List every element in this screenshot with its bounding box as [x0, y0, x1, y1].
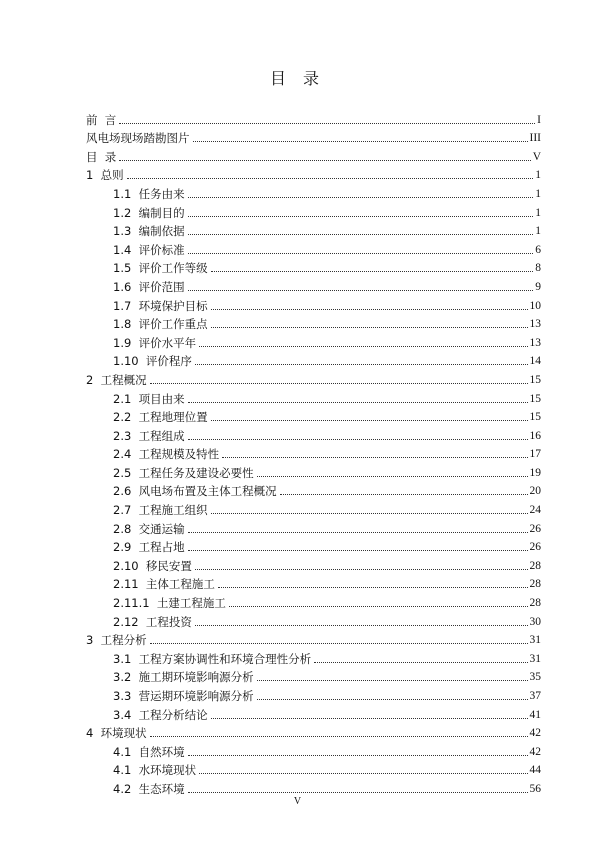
toc-entry[interactable]	[86, 647, 541, 666]
toc-entry-label: 2.10 移民安置	[113, 558, 192, 573]
toc-entry-label: 3.4 工程分析结论	[113, 707, 208, 722]
toc-entry[interactable]	[86, 220, 541, 239]
toc-entry-label: 2.1 项目由来	[113, 391, 185, 406]
toc-entry[interactable]	[86, 443, 541, 462]
toc-entry[interactable]	[86, 331, 541, 350]
toc-entry-page: 15	[529, 411, 541, 424]
toc-entry-page: 35	[529, 671, 541, 684]
toc-entry-label: 1.7 环境保护目标	[113, 298, 208, 313]
toc-entry[interactable]	[86, 424, 541, 443]
toc-dot-leader	[150, 642, 528, 644]
toc-dot-leader	[229, 605, 528, 607]
toc-dot-leader	[150, 382, 528, 384]
toc-entry-label: 2.3 工程组成	[113, 428, 185, 443]
toc-entry-label: 1.3 编制依据	[113, 224, 185, 239]
toc-entry[interactable]	[86, 461, 541, 480]
toc-dot-leader	[193, 140, 528, 142]
toc-entry-label: 1.6 评价范围	[113, 279, 185, 294]
toc-dot-leader	[211, 419, 528, 421]
toc-entry-label: 2.2 工程地理位置	[113, 410, 208, 425]
toc-entry[interactable]	[86, 610, 541, 629]
toc-entry[interactable]	[86, 759, 541, 778]
toc-entry-label: 1 总则	[86, 168, 124, 183]
toc-entry-page: 16	[529, 429, 541, 442]
toc-dot-leader	[211, 512, 528, 514]
toc-entry[interactable]	[86, 145, 541, 164]
toc-entry[interactable]	[86, 127, 541, 146]
toc-entry-page: 37	[529, 690, 541, 702]
toc-dot-leader	[188, 531, 528, 533]
toc-entry-page: 41	[529, 708, 541, 721]
toc-dot-leader	[188, 791, 528, 793]
toc-entry-page: 13	[529, 318, 541, 331]
toc-dot-leader	[188, 754, 528, 756]
toc-entry[interactable]	[86, 108, 541, 127]
toc-entry-page: 8	[535, 262, 541, 275]
toc-entry-page: 15	[529, 392, 541, 405]
toc-entry[interactable]	[86, 164, 541, 183]
toc-entry-label: 2.11 主体工程施工	[113, 577, 215, 592]
toc-dot-leader	[211, 717, 528, 719]
toc-entry[interactable]	[86, 722, 541, 741]
toc-entry-page: 28	[529, 597, 541, 610]
toc-entry-label: 2.4 工程规模及特性	[113, 447, 220, 462]
toc-dot-leader	[188, 215, 534, 217]
toc-entry-page: 28	[529, 559, 541, 572]
toc-entry[interactable]	[86, 201, 541, 220]
toc-entry[interactable]	[86, 703, 541, 722]
toc-dot-leader	[188, 196, 534, 198]
toc-entry-label: 2.6 风电场布置及主体工程概况	[113, 484, 277, 499]
toc-entry-label: 目 录	[86, 149, 117, 164]
toc-entry[interactable]	[86, 350, 541, 369]
toc-entry-page: 44	[529, 764, 541, 777]
toc-entry-label: 前 言	[86, 112, 117, 127]
toc-dot-leader	[222, 456, 527, 458]
toc-entry-label: 3.2 施工期环境影响源分析	[113, 670, 254, 685]
toc-entry-page: 14	[529, 355, 541, 368]
table-of-contents	[86, 108, 541, 796]
toc-entry[interactable]	[86, 573, 541, 592]
toc-entry-page: III	[529, 132, 541, 145]
toc-entry-label: 2 工程概况	[86, 372, 147, 387]
toc-dot-leader	[257, 698, 528, 700]
toc-entry-page: 42	[529, 745, 541, 758]
toc-dot-leader	[188, 233, 534, 235]
toc-entry-label: 1.10 评价程序	[113, 354, 192, 369]
toc-entry-page: 1	[535, 169, 541, 182]
toc-entry-label: 2.5 工程任务及建设必要性	[113, 465, 254, 480]
toc-entry-label: 2.12 工程投资	[113, 614, 192, 629]
toc-entry-page: 28	[529, 578, 541, 591]
toc-entry[interactable]	[86, 387, 541, 406]
toc-entry[interactable]	[86, 591, 541, 610]
toc-dot-leader	[257, 475, 528, 477]
toc-entry-page: 24	[529, 504, 541, 517]
toc-entry-label: 1.2 编制目的	[113, 205, 185, 220]
toc-entry[interactable]	[86, 406, 541, 425]
toc-entry-page: 19	[529, 466, 541, 479]
toc-entry[interactable]	[86, 684, 541, 703]
toc-entry[interactable]	[86, 777, 541, 796]
toc-entry-label: 4.2 生态环境	[113, 781, 185, 796]
toc-entry-page: V	[532, 150, 541, 163]
toc-dot-leader	[188, 438, 528, 440]
toc-dot-leader	[280, 493, 528, 495]
toc-entry[interactable]	[86, 257, 541, 276]
toc-entry-page: 13	[529, 336, 541, 349]
toc-dot-leader	[314, 661, 527, 663]
toc-entry-page: 56	[529, 782, 541, 795]
toc-entry-label: 3.3 营运期环境影响源分析	[113, 689, 254, 703]
toc-entry[interactable]	[86, 666, 541, 685]
toc-entry-page: 15	[529, 373, 541, 386]
toc-dot-leader	[150, 735, 528, 737]
toc-entry-label: 风电场现场踏勘图片	[86, 131, 190, 146]
toc-entry-page: 26	[529, 541, 541, 554]
toc-entry-label: 1.1 任务由来	[113, 186, 185, 201]
toc-entry[interactable]	[86, 536, 541, 555]
toc-dot-leader	[211, 308, 528, 310]
toc-entry-label: 2.9 工程占地	[113, 540, 185, 555]
toc-entry-label: 4.1 自然环境	[113, 744, 185, 759]
toc-entry-label: 1.9 评价水平年	[113, 335, 197, 350]
toc-dot-leader	[195, 363, 528, 365]
toc-dot-leader	[199, 345, 527, 347]
toc-dot-leader	[195, 568, 528, 570]
toc-entry-page: 10	[529, 299, 541, 312]
toc-entry-label: 1.5 评价工作等级	[113, 261, 208, 276]
toc-entry-page: 31	[529, 652, 541, 665]
toc-dot-leader	[188, 252, 534, 254]
toc-dot-leader	[188, 549, 528, 551]
toc-entry-page: 1	[535, 206, 541, 219]
toc-entry[interactable]	[86, 554, 541, 573]
toc-entry[interactable]	[86, 517, 541, 536]
toc-entry-page: 31	[529, 634, 541, 647]
toc-entry[interactable]	[86, 480, 541, 499]
toc-entry-page: 42	[529, 727, 541, 740]
toc-dot-leader	[188, 401, 528, 403]
page-number-footer: V	[293, 796, 302, 807]
toc-entry-page: 20	[529, 485, 541, 498]
toc-entry-label: 4.1 水环境现状	[113, 763, 197, 778]
toc-entry-label: 3 工程分析	[86, 633, 147, 648]
toc-dot-leader	[211, 270, 534, 272]
toc-entry[interactable]	[86, 368, 541, 387]
toc-entry[interactable]	[86, 629, 541, 648]
toc-dot-leader	[195, 624, 528, 626]
toc-entry[interactable]	[86, 182, 541, 201]
toc-entry-page: 6	[535, 243, 541, 256]
toc-entry-page: 26	[529, 522, 541, 535]
toc-entry-page: 30	[529, 615, 541, 628]
toc-entry-label: 1.4 评价标准	[113, 242, 185, 257]
toc-entry[interactable]	[86, 275, 541, 294]
toc-entry-label: 4 环境现状	[86, 726, 147, 741]
toc-entry-page: I	[537, 113, 541, 126]
toc-entry[interactable]	[86, 313, 541, 332]
toc-dot-leader	[127, 177, 534, 179]
toc-entry[interactable]	[86, 238, 541, 257]
toc-entry-label: 1.8 评价工作重点	[113, 317, 208, 332]
toc-entry-page: 1	[535, 225, 541, 238]
toc-dot-leader	[199, 772, 527, 774]
toc-entry-label: 2.8 交通运输	[113, 521, 185, 536]
toc-entry-label: 3.1 工程方案协调性和环境合理性分析	[113, 651, 312, 666]
toc-dot-leader	[211, 326, 528, 328]
toc-dot-leader	[257, 679, 528, 681]
page-title: 目 录	[269, 69, 326, 88]
toc-entry[interactable]	[86, 740, 541, 759]
toc-entry-page: 1	[535, 187, 541, 200]
toc-dot-leader	[218, 586, 528, 588]
toc-entry-page: 17	[529, 448, 541, 461]
toc-entry[interactable]	[86, 498, 541, 517]
toc-entry-label: 2.7 工程施工组织	[113, 503, 208, 518]
toc-dot-leader	[188, 289, 534, 291]
toc-dot-leader	[119, 122, 535, 124]
toc-entry-label: 2.11.1 土建工程施工	[113, 596, 226, 611]
toc-dot-leader	[119, 159, 530, 161]
toc-entry-page: 9	[535, 280, 541, 293]
toc-entry[interactable]	[86, 294, 541, 313]
